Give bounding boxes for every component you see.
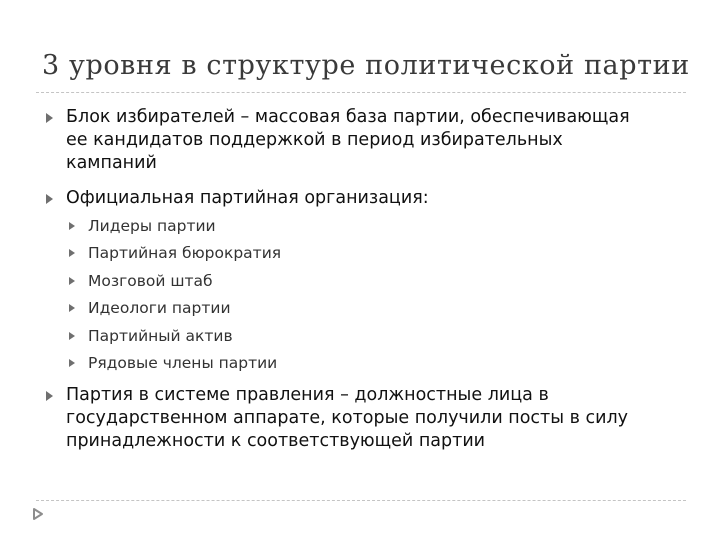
bullet-item-voters: Блок избирателей – массовая база партии, обеспечивающая ее кандидатов поддержкой в период избирательных кампаний xyxy=(66,107,630,173)
play-triangle-icon[interactable] xyxy=(31,507,45,521)
sub-item-leaders: Лидеры партии xyxy=(88,217,216,235)
sub-item-activists: Партийный актив xyxy=(88,327,233,345)
sub-bullet-icon xyxy=(69,332,75,340)
sub-bullet-icon xyxy=(69,222,75,230)
bullet-icon xyxy=(46,391,53,401)
bullet-icon xyxy=(46,194,53,204)
sub-bullet-icon xyxy=(69,304,75,312)
sub-item-ideologists: Идеологи партии xyxy=(88,299,231,317)
sub-item-think-tank: Мозговой штаб xyxy=(88,272,213,290)
sub-bullet-icon xyxy=(69,277,75,285)
sub-bullet-icon xyxy=(69,249,75,257)
sub-item-rank-and-file: Рядовые члены партии xyxy=(88,354,278,372)
sub-bullet-icon xyxy=(69,359,75,367)
footer-divider xyxy=(36,500,686,501)
bullet-item-official-org: Официальная партийная организация: xyxy=(66,188,429,208)
bullet-item-party-in-government: Партия в системе правления – должностные лица в государственном аппарате, которые получили посты в силу принадлежности к соответствующей партии xyxy=(66,385,629,451)
sub-item-bureaucracy: Партийная бюрократия xyxy=(88,244,282,262)
slide-title: 3 уровня в структуре политической партии xyxy=(42,50,690,81)
title-divider xyxy=(36,92,686,93)
bullet-icon xyxy=(46,113,53,123)
